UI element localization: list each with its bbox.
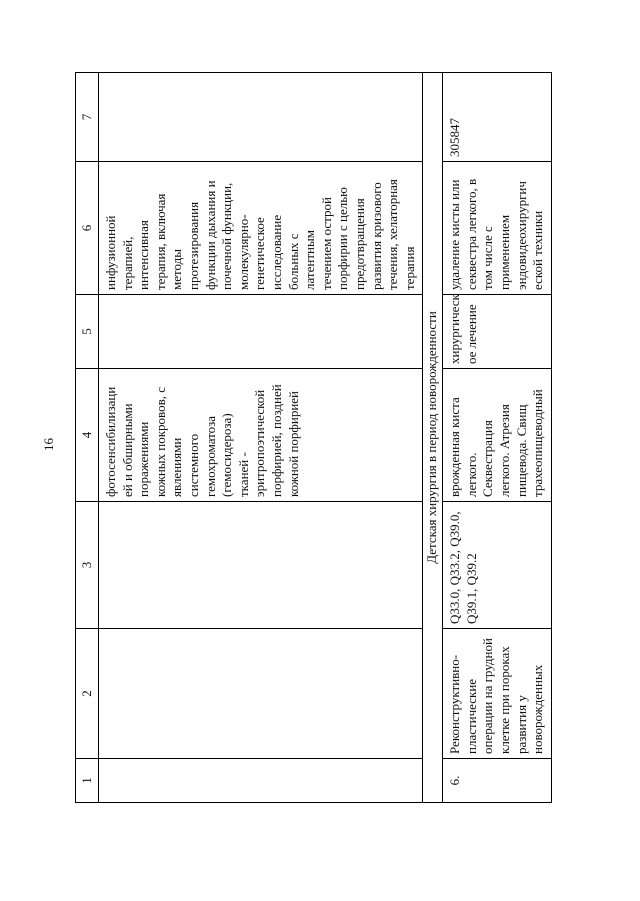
table-cell-diagnosis: фотосенсибилизаци ей и обширными поражениями кожных покровов, с явлениями системного гемохроматоза (гемосидероза) тканей - эритропоэтической порфирией, поздней кожной порфирией [99,369,423,502]
column-header: 2 [76,629,99,759]
rotated-page-content [75,73,546,803]
table-cell [99,295,423,369]
header-row [76,73,99,803]
section-row [423,73,443,803]
table-cell-icd-codes: Q33.0, Q33.2, Q39.0, Q39.1, Q39.2 [443,502,552,629]
table-cell-method: удаление кисты или секвестра легкого, в том числе с применением эндовидеохирургич еской техники [443,162,552,295]
table-cell [99,73,423,162]
column-header: 4 [76,369,99,502]
column-header: 3 [76,502,99,629]
table-cell-cost: 305847 [443,73,552,162]
column-header: 6 [76,162,99,295]
table-cell-diagnosis: врожденная киста легкого. Секвестрация легкого. Атрезия пищевода. Свищ трахеопищеводный [443,369,552,502]
page-number: 16 [41,438,56,451]
column-header: 1 [76,759,99,803]
table-row [99,73,423,803]
table-cell-method: инфузионной терапией, интенсивная терапия, включая методы протезирования функции дыхания и почечной функции, молекулярно- генетическое исследование больных с латентным течением острой порфирии с целью предотвращения развития кризового течения, хелаторная терапия [99,162,423,295]
table-cell [99,502,423,629]
column-header: 5 [76,295,99,369]
row-number: 6. [443,759,552,803]
table-row [443,73,552,803]
table-cell-care-type: Реконструктивно- пластические операции на грудной клетке при пороках развития у новорожденных [443,629,552,759]
table-cell [99,629,423,759]
medical-care-table [75,72,552,803]
section-title: Детская хирургия в период новорожденности [423,73,443,803]
table-cell-treatment: хирургическ ое лечение [443,295,552,369]
table-cell [99,759,423,803]
column-header: 7 [76,73,99,162]
